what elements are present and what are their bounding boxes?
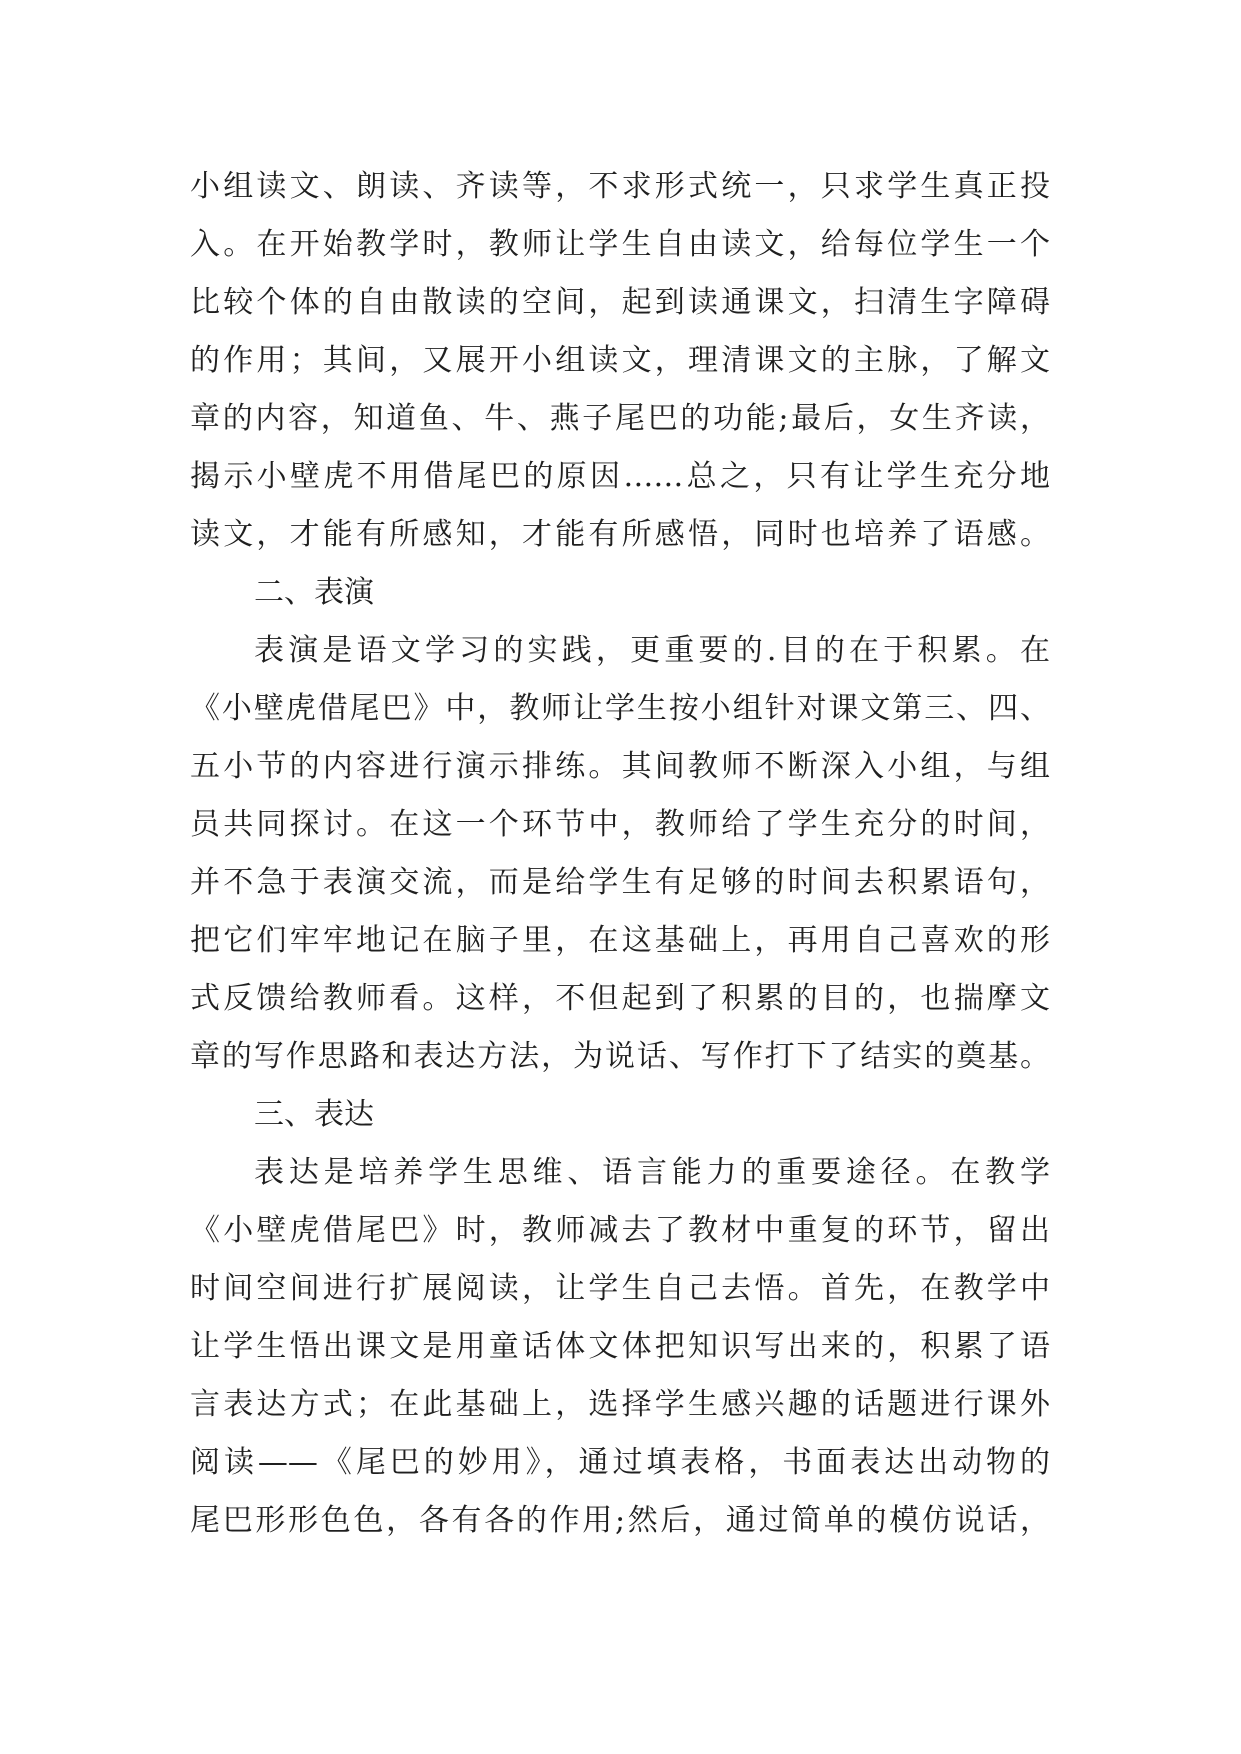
paragraph-2 xyxy=(190,622,1050,1086)
text-line: 阅读——《尾巴的妙用》，通过填表格，书面表达出动物的 xyxy=(190,1445,1050,1480)
section-heading: 三、表达 xyxy=(254,1097,374,1132)
text-line: 《小壁虎借尾巴》中，教师让学生按小组针对课文第三、四、 xyxy=(190,691,1050,726)
paragraph-3 xyxy=(190,1144,1050,1550)
text-line: 时间空间进行扩展阅读，让学生自己去悟。首先，在教学中 xyxy=(190,1271,1050,1306)
document-body xyxy=(190,158,1050,1550)
text-line: 揭示小壁虎不用借尾巴的原因……总之，只有让学生充分地 xyxy=(190,459,1050,494)
text-line: 把它们牢牢地记在脑子里，在这基础上，再用自己喜欢的形 xyxy=(190,923,1050,958)
text-line: 尾巴形形色色，各有各的作用;然后，通过简单的模仿说话， xyxy=(190,1503,1050,1538)
text-line: 读文，才能有所感知，才能有所感悟，同时也培养了语感。 xyxy=(190,517,1050,552)
text-line: 比较个体的自由散读的空间，起到读通课文，扫清生字障碍 xyxy=(190,285,1050,320)
section-heading: 二、表演 xyxy=(254,575,374,610)
paragraph-1 xyxy=(190,158,1050,564)
text-line: 章的写作思路和表达方法，为说话、写作打下了结实的奠基。 xyxy=(190,1039,1050,1074)
text-line: 小组读文、朗读、齐读等，不求形式统一，只求学生真正投 xyxy=(190,169,1050,204)
text-line: 《小壁虎借尾巴》时，教师减去了教材中重复的环节，留出 xyxy=(190,1213,1050,1248)
text-line: 让学生悟出课文是用童话体文体把知识写出来的，积累了语 xyxy=(190,1329,1050,1364)
text-line: 表演是语文学习的实践，更重要的.目的在于积累。在 xyxy=(254,633,1050,668)
text-line: 章的内容，知道鱼、牛、燕子尾巴的功能;最后，女生齐读， xyxy=(190,401,1050,436)
text-line: 员共同探讨。在这一个环节中，教师给了学生充分的时间， xyxy=(190,807,1050,842)
text-line: 式反馈给教师看。这样，不但起到了积累的目的，也揣摩文 xyxy=(190,981,1050,1016)
text-line: 表达是培养学生思维、语言能力的重要途径。在教学 xyxy=(254,1155,1050,1190)
text-line: 言表达方式；在此基础上，选择学生感兴趣的话题进行课外 xyxy=(190,1387,1050,1422)
text-line: 并不急于表演交流，而是给学生有足够的时间去积累语句， xyxy=(190,865,1050,900)
text-line: 的作用；其间，又展开小组读文，理清课文的主脉，了解文 xyxy=(190,343,1050,378)
text-line: 五小节的内容进行演示排练。其间教师不断深入小组，与组 xyxy=(190,749,1050,784)
text-line: 入。在开始教学时，教师让学生自由读文，给每位学生一个 xyxy=(190,227,1050,262)
